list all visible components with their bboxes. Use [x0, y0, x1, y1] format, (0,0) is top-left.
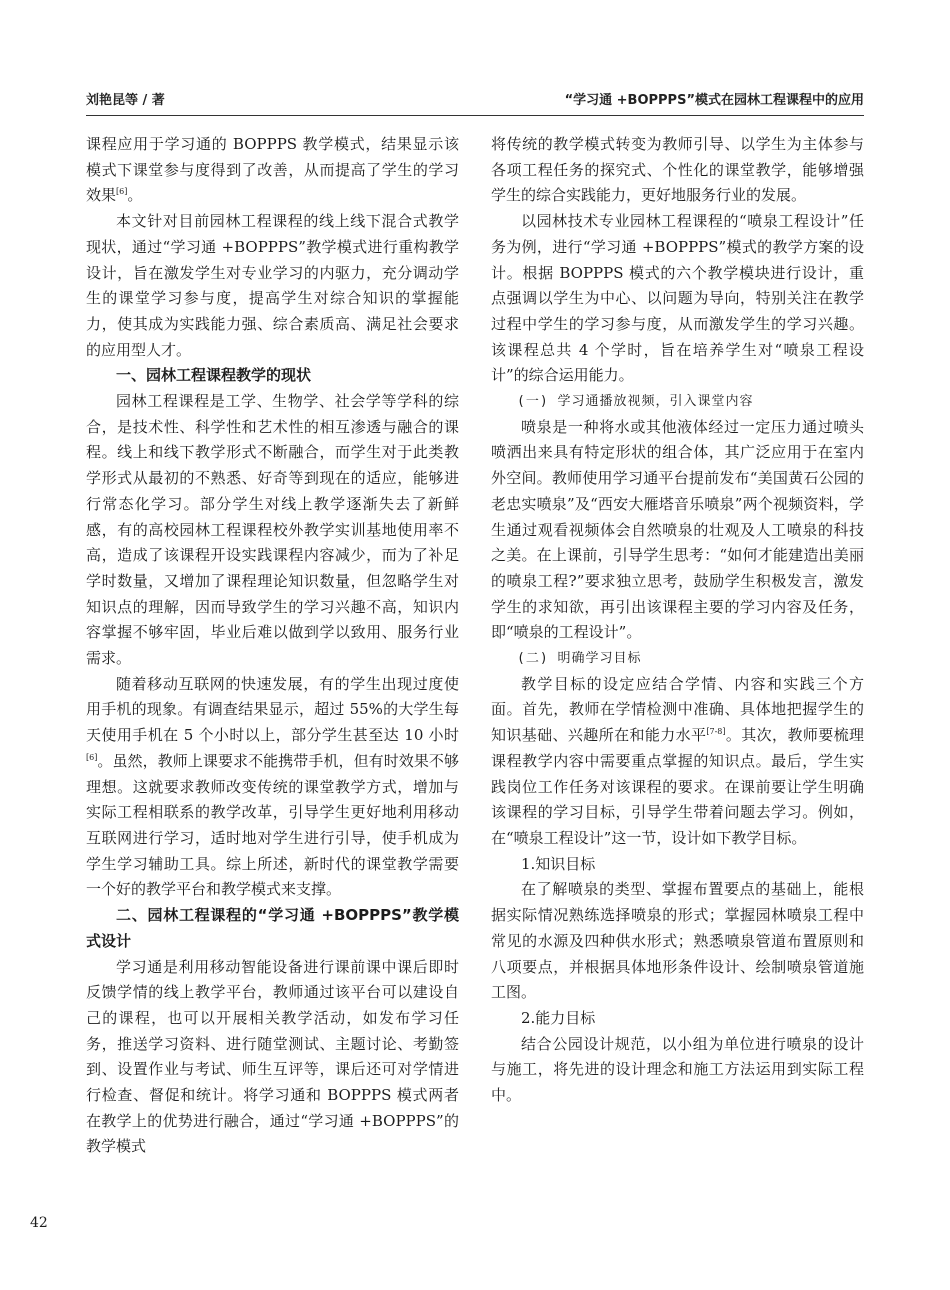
subsection-heading: (二) 明确学习目标 [517, 651, 642, 667]
section-heading: 二、园林工程课程的“学习通 +BOPPPS”教学模式设计 [86, 906, 459, 950]
paragraph: 在了解喷泉的类型、掌握布置要点的基础上，能根据实际情况熟练选择喷泉的形式；掌握园林喷泉工程中常见的水源及四种供水形式；熟悉喷泉管道布置原则和八项要点，并根据具体地形条件设计、绘制喷泉管道施工图。 [491, 880, 864, 1002]
paragraph: 喷泉是一种将水或其他液体经过一定压力通过喷头喷洒出来具有特定形状的组合体，其广泛应用于在室内外空间。教师使用学习通平台提前发布“美国黄石公园的老忠实喷泉”及“西安大雁塔音乐喷泉”两个视频资料，学生通过观看视频体会自然喷泉的壮观及人工喷泉的科技之美。在上课前，引导学生思考：“如何才能建造出美丽的喷泉工程?”要求独立思考，鼓励学生积极发言，激发学生的求知欲，再引出该课程主要的学习内容及任务，即“喷泉的工程设计”。 [491, 417, 864, 642]
paragraph: 结合公园设计规范，以小组为单位进行喷泉的设计与施工，将先进的设计理念和施工方法运用到实际工程中。 [491, 1034, 864, 1105]
list-heading: 2.能力目标 [521, 1008, 596, 1027]
paragraph: 本文针对目前园林工程课程的线上线下混合式教学现状，通过“学习通 +BOPPPS”教学模式进行重构教学设计，旨在激发学生对专业学习的内驱力，充分调动学生的课堂学习参与度，提高学生对综合知识的掌握能力，使其成为实践能力强、综合素质高、满足社会要求的应用型人才。 [86, 212, 459, 359]
paragraph-text: 。 [127, 186, 143, 205]
paragraph-text: 课程应用于学习通的 BOPPPS 教学模式，结果显示该模式下课堂参与度得到了改善，从而提高了学生的学习效果 [86, 135, 459, 205]
running-header [86, 86, 864, 108]
paragraph-text: 随着移动互联网的快速发展，有的学生出现过度使用手机的现象。有调查结果显示，超过 55%的大学生每天使用手机在 5 个小时以上，部分学生甚至达 10 小时 [86, 674, 459, 745]
citation: [6] [86, 752, 98, 762]
paragraph [491, 672, 864, 852]
citation: [7-8] [706, 727, 726, 737]
subsection-heading: (一) 学习通播放视频，引入课堂内容 [517, 394, 754, 410]
header-author: 刘艳昆等 / 著 [86, 93, 165, 108]
page-number: 42 [30, 1215, 48, 1231]
paragraph-text: 。虽然，教师上课要求不能携带手机，但有时效果不够理想。这就要求教师改变传统的课堂教学方式，增加与实际工程相联系的教学改革，引导学生更好地利用移动互联网进行学习，适时地对学生进行引导，使手机成为学生学习辅助工具。综上所述，新时代的课堂教学需要一个好的教学平台和教学模式来支撑。 [86, 751, 459, 899]
section-heading: 一、园林工程课程教学的现状 [116, 366, 312, 385]
paragraph-text: 教学目标的设定应结合学情、内容和实践三个方面。首先，教师在学情检测中准确、具体地把握学生的知识基础、兴趣所在和能力水平 [491, 674, 864, 745]
right-column [491, 132, 864, 1202]
list-heading: 1.知识目标 [521, 854, 596, 873]
paragraph [86, 672, 459, 903]
paragraph-text: 。其次，教师要梳理课程教学内容中需要重点掌握的知识点。最后，学生实践岗位工作任务对该课程的要求。在课前要让学生明确该课程的学习目标，引导学生带着问题去学习。例如，在“喷泉工程设计”这一节，设计如下教学目标。 [491, 726, 864, 847]
paragraph: 将传统的教学模式转变为教师引导、以学生为主体参与各项工程任务的探究式、个性化的课堂教学，能够增强学生的综合实践能力，更好地服务行业的发展。 [491, 135, 864, 205]
paragraph: 园林工程课程是工学、生物学、社会学等学科的综合，是技术性、科学性和艺术性的相互渗透与融合的课程。线上和线下教学形式不断融合，而学生对于此类教学形式从最初的不熟悉、好奇等到现在的适应，能够进行常态化学习。部分学生对线上教学逐渐失去了新鲜感，有的高校园林工程课程校外教学实训基地使用率不高，造成了该课程开设实践课程内容减少，而为了补足学时数量，又增加了课程理论知识数量，但忽略学生对知识点的理解，因而导致学生的学习兴趣不高，知识内容掌握不够牢固，毕业后难以做到学以致用、服务行业需求。 [86, 392, 459, 668]
paragraph: 以园林技术专业园林工程课程的“喷泉工程设计”任务为例，进行“学习通 +BOPPPS”模式的教学方案的设计。根据 BOPPPS 模式的六个教学模块进行设计，重点强调以学生为中心、以问题为导向，特别关注在教学过程中学生的学习参与度，从而激发学生的学习兴趣。该课程总共 4 个学时，旨在培养学生对“喷泉工程设计”的综合运用能力。 [491, 212, 864, 385]
header-title: “学习通 +BOPPPS”模式在园林工程课程中的应用 [564, 93, 864, 108]
paragraph: 学习通是利用移动智能设备进行课前课中课后即时反馈学情的线上教学平台，教师通过该平台可以建设自己的课程，也可以开展相关教学活动，如发布学习任务，推送学习资料、进行随堂测试、主题讨论、考勤签到、设置作业与考试、师生互评等，课后还可对学情进行检查、督促和统计。将学习通和 BOPPPS 模式两者在教学上的优势进行融合，通过“学习通 +BOPPPS”的教学模式 [86, 957, 459, 1156]
paragraph [86, 132, 459, 209]
citation: [6] [116, 187, 128, 197]
left-column [86, 132, 459, 1202]
header-rule [86, 115, 864, 116]
